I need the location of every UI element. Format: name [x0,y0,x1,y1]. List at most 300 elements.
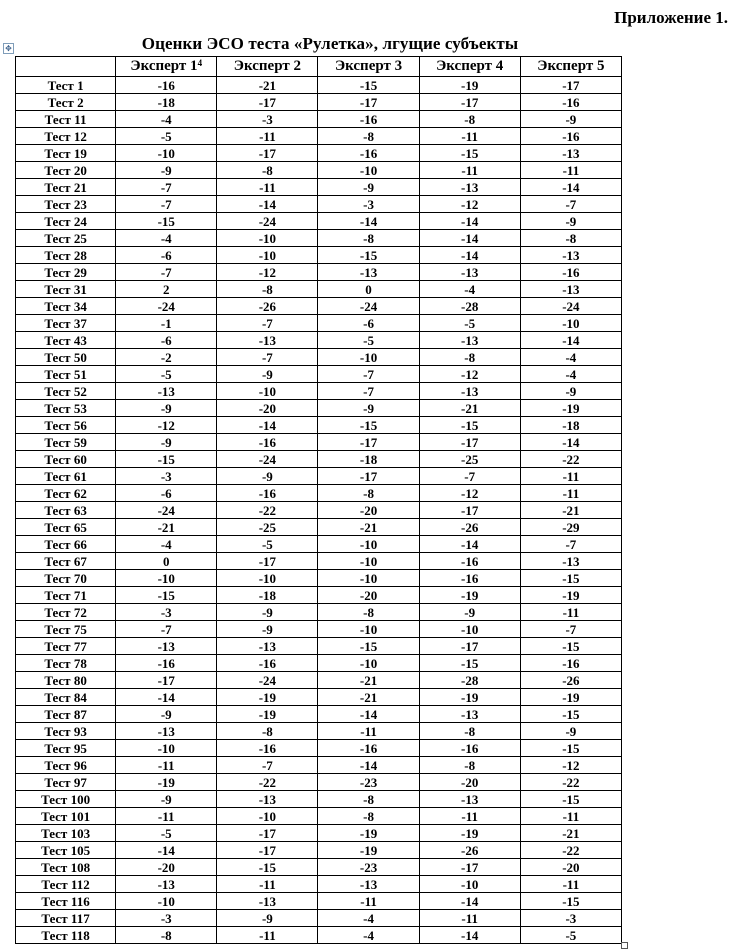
score-cell: -19 [217,706,318,723]
score-cell: -16 [318,111,419,128]
score-cell: -13 [419,706,520,723]
score-cell: -14 [419,247,520,264]
row-label: Тест 95 [16,740,116,757]
score-cell: -16 [520,94,621,111]
table-row [16,247,622,264]
table-row [16,264,622,281]
row-label: Тест 28 [16,247,116,264]
score-cell: -19 [520,400,621,417]
header-expert-2: Эксперт 2 [217,57,318,77]
score-cell: -11 [520,485,621,502]
table-row [16,111,622,128]
row-label: Тест 67 [16,553,116,570]
score-cell: -15 [419,655,520,672]
score-cell: -29 [520,519,621,536]
table-row [16,757,622,774]
table-row [16,485,622,502]
score-cell: -10 [318,621,419,638]
table-row [16,893,622,910]
row-label: Тест 11 [16,111,116,128]
row-label: Тест 31 [16,281,116,298]
score-cell: 2 [116,281,217,298]
score-cell: -24 [217,672,318,689]
score-cell: -10 [217,230,318,247]
score-cell: -13 [419,383,520,400]
row-label: Тест 112 [16,876,116,893]
score-cell: -25 [217,519,318,536]
row-label: Тест 77 [16,638,116,655]
table-move-handle-icon[interactable]: ✥ [3,43,14,54]
row-label: Тест 62 [16,485,116,502]
score-cell: -9 [217,604,318,621]
score-cell: -12 [419,196,520,213]
score-cell: -7 [318,383,419,400]
row-label: Тест 118 [16,927,116,944]
score-cell: -20 [217,400,318,417]
score-cell: -9 [520,213,621,230]
score-cell: -10 [116,740,217,757]
row-label: Тест 52 [16,383,116,400]
score-cell: -25 [419,451,520,468]
score-cell: -8 [217,162,318,179]
score-cell: -10 [318,349,419,366]
table-row [16,417,622,434]
score-cell: -17 [419,859,520,876]
score-cell: -22 [520,451,621,468]
score-cell: -7 [318,366,419,383]
score-cell: -17 [217,842,318,859]
row-label: Тест 12 [16,128,116,145]
score-cell: -24 [318,298,419,315]
score-cell: -19 [419,825,520,842]
score-cell: -4 [318,927,419,944]
score-cell: -14 [318,213,419,230]
row-label: Тест 2 [16,94,116,111]
score-cell: -9 [116,791,217,808]
row-label: Тест 101 [16,808,116,825]
score-cell: -13 [520,553,621,570]
table-row [16,655,622,672]
table-row [16,196,622,213]
row-label: Тест 108 [16,859,116,876]
score-cell: -15 [116,451,217,468]
score-cell: -7 [217,315,318,332]
score-cell: -12 [520,757,621,774]
score-cell: 0 [116,553,217,570]
table-body [16,77,622,944]
table-row [16,400,622,417]
table-row [16,519,622,536]
score-cell: -5 [419,315,520,332]
score-cell: -16 [217,740,318,757]
table-row [16,791,622,808]
score-cell: -13 [217,332,318,349]
row-label: Тест 117 [16,910,116,927]
score-cell: -17 [217,553,318,570]
score-cell: -9 [520,111,621,128]
score-cell: -8 [318,604,419,621]
score-cell: -13 [520,247,621,264]
row-label: Тест 37 [16,315,116,332]
score-cell: -13 [318,876,419,893]
score-cell: -11 [419,808,520,825]
score-cell: -9 [318,400,419,417]
table-row [16,553,622,570]
row-label: Тест 25 [16,230,116,247]
score-cell: -7 [116,179,217,196]
score-cell: -16 [520,655,621,672]
row-label: Тест 56 [16,417,116,434]
score-cell: -8 [419,723,520,740]
score-cell: -14 [116,689,217,706]
score-cell: -16 [116,77,217,94]
score-cell: -15 [318,77,419,94]
row-label: Тест 75 [16,621,116,638]
header-expert-5: Эксперт 5 [520,57,621,77]
score-cell: -3 [116,910,217,927]
score-cell: -12 [217,264,318,281]
table-row [16,842,622,859]
score-cell: -10 [217,383,318,400]
score-cell: -24 [116,502,217,519]
score-cell: -13 [116,383,217,400]
score-cell: -16 [217,655,318,672]
score-cell: -16 [419,553,520,570]
score-cell: -9 [116,400,217,417]
score-cell: -11 [217,876,318,893]
score-cell: -11 [419,128,520,145]
score-cell: -4 [520,349,621,366]
score-cell: -2 [116,349,217,366]
table-row [16,213,622,230]
table-row [16,570,622,587]
score-cell: -28 [419,298,520,315]
score-cell: -19 [520,587,621,604]
score-cell: -8 [318,485,419,502]
score-cell: -14 [217,196,318,213]
score-cell: -13 [520,281,621,298]
score-cell: -16 [419,740,520,757]
score-cell: -17 [217,825,318,842]
header-corner-cell [16,57,116,77]
row-label: Тест 59 [16,434,116,451]
table-row [16,434,622,451]
score-cell: -19 [419,77,520,94]
score-cell: -8 [318,808,419,825]
score-cell: -16 [520,264,621,281]
header-label: Эксперт 1 [130,58,198,74]
score-cell: -14 [520,332,621,349]
score-cell: -8 [217,281,318,298]
score-cell: -12 [419,366,520,383]
table-row [16,383,622,400]
score-cell: -13 [217,638,318,655]
table-row [16,723,622,740]
score-cell: -9 [318,179,419,196]
score-cell: -8 [419,111,520,128]
row-label: Тест 50 [16,349,116,366]
score-cell: -20 [318,587,419,604]
score-cell: -13 [217,791,318,808]
table-row [16,604,622,621]
score-cell: -14 [520,179,621,196]
score-cell: -8 [116,927,217,944]
scores-table [15,56,622,944]
header-expert-3: Эксперт 3 [318,57,419,77]
score-cell: -9 [217,366,318,383]
row-label: Тест 105 [16,842,116,859]
table-row [16,162,622,179]
score-cell: -1 [116,315,217,332]
score-cell: -13 [520,145,621,162]
score-cell: -21 [318,689,419,706]
score-cell: -8 [419,757,520,774]
score-cell: -21 [217,77,318,94]
score-cell: -14 [419,927,520,944]
score-cell: -11 [116,757,217,774]
score-cell: -24 [116,298,217,315]
score-cell: -11 [520,468,621,485]
score-cell: -14 [217,417,318,434]
score-cell: -22 [217,502,318,519]
table-row [16,366,622,383]
score-cell: -6 [318,315,419,332]
row-label: Тест 70 [16,570,116,587]
table-row [16,774,622,791]
appendix-label: Приложение 1. [614,8,728,27]
score-cell: -14 [419,536,520,553]
score-cell: -3 [116,468,217,485]
score-cell: -11 [520,808,621,825]
row-label: Тест 1 [16,77,116,94]
score-cell: -19 [318,842,419,859]
score-cell: -16 [318,740,419,757]
score-cell: -5 [520,927,621,944]
table-row [16,689,622,706]
score-cell: -16 [217,434,318,451]
row-label: Тест 29 [16,264,116,281]
score-cell: -15 [419,145,520,162]
score-cell: -12 [419,485,520,502]
score-cell: -10 [318,536,419,553]
score-cell: -8 [520,230,621,247]
score-cell: -23 [318,859,419,876]
score-cell: -4 [116,111,217,128]
score-cell: -10 [217,808,318,825]
row-label: Тест 103 [16,825,116,842]
score-cell: -7 [116,196,217,213]
score-cell: -7 [217,349,318,366]
score-cell: -20 [116,859,217,876]
score-cell: -21 [318,519,419,536]
score-cell: -15 [318,417,419,434]
score-cell: -5 [116,128,217,145]
score-cell: -10 [318,553,419,570]
table-row [16,468,622,485]
score-cell: -10 [318,570,419,587]
row-label: Тест 93 [16,723,116,740]
score-cell: -20 [419,774,520,791]
score-cell: -11 [419,162,520,179]
score-cell: -10 [419,621,520,638]
score-cell: -17 [419,94,520,111]
score-cell: -7 [217,757,318,774]
score-cell: -7 [520,536,621,553]
score-cell: -4 [419,281,520,298]
row-label: Тест 71 [16,587,116,604]
score-cell: -15 [318,638,419,655]
score-cell: -11 [520,162,621,179]
score-cell: -10 [318,162,419,179]
table-row [16,179,622,196]
table-row [16,451,622,468]
score-cell: -9 [116,162,217,179]
table-row [16,672,622,689]
table-row [16,910,622,927]
row-label: Тест 84 [16,689,116,706]
score-cell: -17 [419,638,520,655]
table-row [16,536,622,553]
score-cell: -13 [419,332,520,349]
table-row [16,77,622,94]
score-cell: -11 [520,604,621,621]
score-cell: -4 [116,536,217,553]
score-cell: -15 [520,570,621,587]
row-label: Тест 66 [16,536,116,553]
score-cell: -7 [116,264,217,281]
score-cell: -6 [116,332,217,349]
score-cell: -16 [318,145,419,162]
score-cell: -15 [318,247,419,264]
score-cell: -11 [217,927,318,944]
score-cell: -13 [318,264,419,281]
score-cell: 0 [318,281,419,298]
table-header-row [16,57,622,77]
score-cell: -10 [217,570,318,587]
table-row [16,876,622,893]
row-label: Тест 78 [16,655,116,672]
score-cell: -8 [318,791,419,808]
score-cell: -13 [419,791,520,808]
score-cell: -15 [217,859,318,876]
score-cell: -9 [419,604,520,621]
score-cell: -26 [217,298,318,315]
table-row [16,502,622,519]
score-cell: -17 [217,94,318,111]
score-cell: -21 [520,502,621,519]
score-cell: -8 [217,723,318,740]
score-cell: -10 [217,247,318,264]
score-cell: -14 [520,434,621,451]
score-cell: -21 [318,672,419,689]
score-cell: -3 [520,910,621,927]
score-cell: -16 [217,485,318,502]
score-cell: -20 [318,502,419,519]
score-cell: -7 [520,196,621,213]
table-row [16,145,622,162]
score-cell: -4 [116,230,217,247]
score-cell: -15 [419,417,520,434]
score-cell: -10 [520,315,621,332]
score-cell: -4 [318,910,419,927]
table-title: Оценки ЭСО теста «Рулетка», лгущие субъекты [141,34,519,53]
score-cell: -7 [419,468,520,485]
score-cell: -14 [419,213,520,230]
score-cell: -19 [116,774,217,791]
score-cell: -17 [419,502,520,519]
score-cell: -10 [116,893,217,910]
score-cell: -19 [419,689,520,706]
row-label: Тест 80 [16,672,116,689]
table-row [16,706,622,723]
table-row [16,825,622,842]
table-resize-handle-icon[interactable] [621,942,628,949]
row-label: Тест 21 [16,179,116,196]
table-row [16,128,622,145]
table-row [16,94,622,111]
row-label: Тест 43 [16,332,116,349]
score-cell: -11 [419,910,520,927]
score-cell: -24 [217,451,318,468]
table-row [16,315,622,332]
table-row [16,638,622,655]
score-cell: -4 [520,366,621,383]
score-cell: -22 [520,774,621,791]
score-cell: -8 [318,128,419,145]
header-expert-1 [116,57,217,77]
score-cell: -28 [419,672,520,689]
row-label: Тест 61 [16,468,116,485]
score-cell: -13 [217,893,318,910]
score-cell: -17 [318,468,419,485]
score-cell: -11 [520,876,621,893]
row-label: Тест 63 [16,502,116,519]
score-cell: -14 [318,706,419,723]
score-cell: -7 [520,621,621,638]
row-label: Тест 87 [16,706,116,723]
score-cell: -10 [116,570,217,587]
score-cell: -22 [217,774,318,791]
score-cell: -9 [217,621,318,638]
row-label: Тест 51 [16,366,116,383]
score-cell: -13 [419,179,520,196]
score-cell: -24 [217,213,318,230]
score-cell: -15 [520,638,621,655]
row-label: Тест 34 [16,298,116,315]
score-cell: -13 [116,876,217,893]
score-cell: -24 [520,298,621,315]
row-label: Тест 60 [16,451,116,468]
score-cell: -11 [217,179,318,196]
footnote-marker: 4 [197,58,203,68]
table-row [16,621,622,638]
score-cell: -15 [520,706,621,723]
score-cell: -21 [116,519,217,536]
score-cell: -15 [520,791,621,808]
score-cell: -8 [419,349,520,366]
score-cell: -15 [520,893,621,910]
score-cell: -14 [116,842,217,859]
score-cell: -3 [116,604,217,621]
score-cell: -18 [318,451,419,468]
score-cell: -26 [419,519,520,536]
score-cell: -17 [318,94,419,111]
score-cell: -9 [217,910,318,927]
score-cell: -21 [520,825,621,842]
score-cell: -9 [520,723,621,740]
score-cell: -15 [116,587,217,604]
score-cell: -16 [520,128,621,145]
